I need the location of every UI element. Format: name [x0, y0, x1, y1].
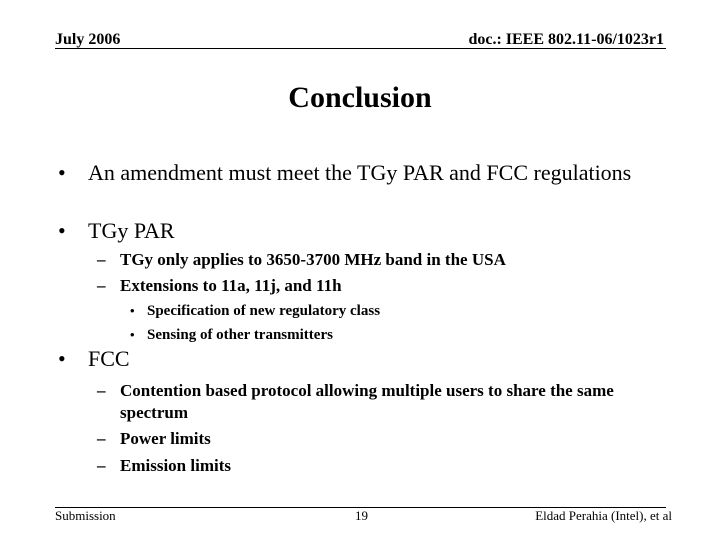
footer-submission: Submission [55, 508, 116, 523]
footer-author: Eldad Perahia (Intel), et al [535, 508, 672, 523]
sub-bullet-text: Emission limits [120, 456, 231, 475]
sub-bullet-text: TGy only applies to 3650-3700 MHz band in the USA [120, 250, 506, 269]
sub-bullet-text: Contention based protocol allowing multiple users to share the same spectrum [120, 381, 614, 422]
slide-title: Conclusion [288, 81, 432, 114]
dash-icon: – [97, 456, 106, 475]
dash-icon: – [97, 429, 106, 448]
bullet-text: TGy PAR [88, 218, 175, 243]
bullet-text: An amendment must meet the TGy PAR and FCC regulations [88, 160, 632, 185]
bullet-text: FCC [88, 346, 130, 371]
bullet-icon: • [130, 327, 135, 342]
bullet-icon: • [58, 346, 66, 371]
header-date: July 2006 [55, 31, 121, 48]
dash-icon: – [97, 250, 106, 269]
sub-sub-bullet-text: Specification of new regulatory class [147, 303, 381, 319]
dash-icon: – [97, 276, 106, 295]
sub-bullet-text: Power limits [120, 429, 211, 448]
page-number: 19 [355, 508, 368, 523]
sub-sub-bullet-text: Sensing of other transmitters [147, 327, 333, 343]
sub-bullet-text: Extensions to 11a, 11j, and 11h [120, 276, 342, 295]
header-doc-id: doc.: IEEE 802.11-06/1023r1 [468, 31, 664, 48]
dash-icon: – [97, 381, 106, 400]
bullet-icon: • [58, 218, 66, 243]
bullet-icon: • [130, 303, 135, 318]
bullet-icon: • [58, 160, 66, 185]
